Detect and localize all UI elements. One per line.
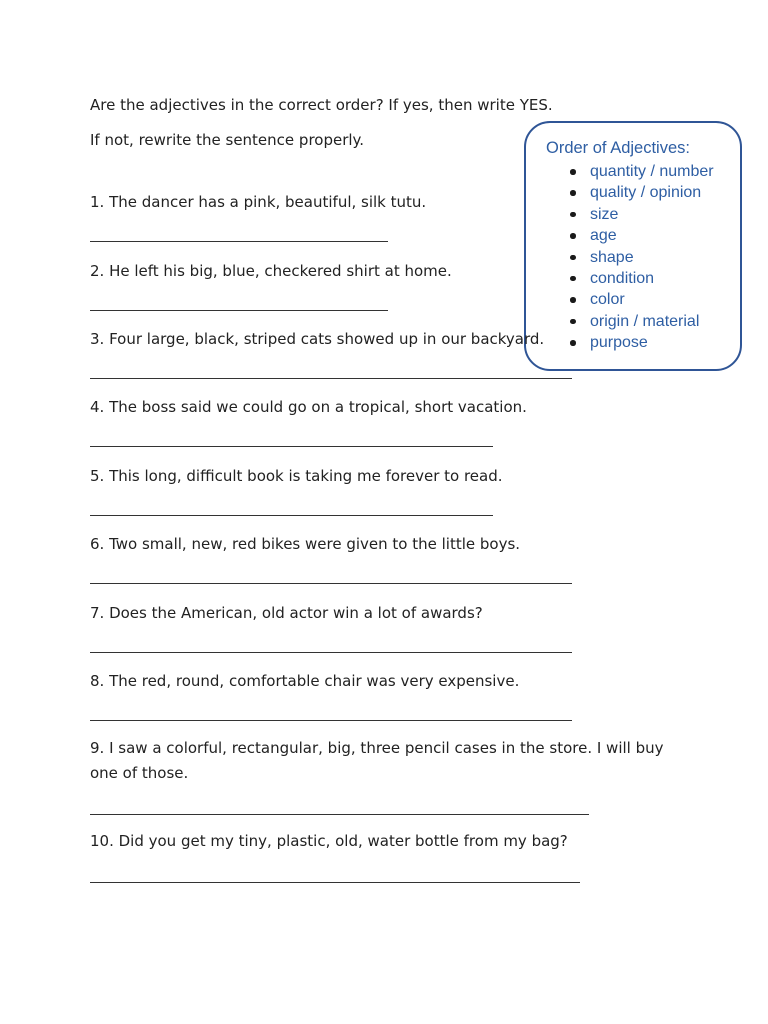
answer-line-1[interactable] xyxy=(90,241,388,242)
order-of-adjectives-box xyxy=(524,121,742,371)
list-item-label: quantity / number xyxy=(590,163,714,180)
answer-line-7[interactable] xyxy=(90,652,572,653)
question-6: 6. Two small, new, red bikes were given to the little boys. xyxy=(90,535,521,553)
answer-line-2[interactable] xyxy=(90,310,388,311)
answer-line-9[interactable] xyxy=(90,814,589,815)
instruction-line-1: Are the adjectives in the correct order? If yes, then write YES. xyxy=(90,96,553,114)
list-item-label: purpose xyxy=(590,334,648,352)
list-item-label: quality / opinion xyxy=(590,184,702,202)
question-3: 3. Four large, black, striped cats showed up in our backyard. xyxy=(90,330,545,348)
bullet-icon xyxy=(570,319,576,325)
answer-line-3[interactable] xyxy=(90,378,572,379)
list-item-label: color xyxy=(590,291,625,309)
list-item-label: age xyxy=(590,227,617,245)
answer-line-8[interactable] xyxy=(90,720,572,721)
bullet-icon xyxy=(570,297,576,303)
answer-line-4[interactable] xyxy=(90,446,493,447)
bullet-icon xyxy=(570,233,576,239)
question-10: 10. Did you get my tiny, plastic, old, water bottle from my bag? xyxy=(90,832,568,850)
bullet-icon xyxy=(570,190,576,196)
list-item-label: origin / material xyxy=(590,312,700,330)
instruction-line-2: If not, rewrite the sentence properly. xyxy=(90,131,365,149)
question-8: 8. The red, round, comfortable chair was very expensive. xyxy=(90,672,520,690)
question-9: 9. I saw a colorful, rectangular, big, three pencil cases in the store. I will buy one of those. xyxy=(90,739,664,782)
bullet-icon xyxy=(570,276,576,282)
question-2: 2. He left his big, blue, checkered shirt at home. xyxy=(90,262,452,280)
question-4: 4. The boss said we could go on a tropical, short vacation. xyxy=(90,398,527,416)
bullet-icon xyxy=(570,169,576,175)
list-item-label: shape xyxy=(590,248,634,266)
answer-line-10[interactable] xyxy=(90,882,580,883)
list-item-label: condition xyxy=(590,269,655,287)
bullet-icon xyxy=(570,212,576,218)
question-1: 1. The dancer has a pink, beautiful, silk tutu. xyxy=(90,193,427,211)
list-item-label: size xyxy=(590,205,619,223)
bullet-icon xyxy=(570,255,576,261)
bullet-icon xyxy=(570,340,576,346)
question-7: 7. Does the American, old actor win a lot of awards? xyxy=(90,604,483,622)
box-title: Order of Adjectives: xyxy=(546,139,690,157)
answer-line-6[interactable] xyxy=(90,583,572,584)
question-5: 5. This long, difficult book is taking me forever to read. xyxy=(90,467,503,485)
answer-line-5[interactable] xyxy=(90,515,493,516)
